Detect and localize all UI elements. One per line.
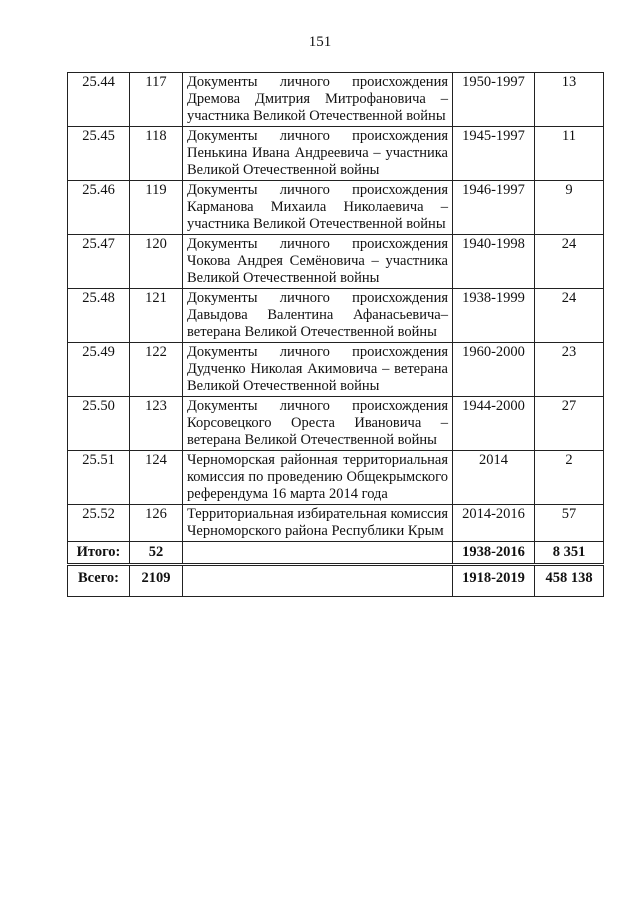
fund-name: Документы личного происхождения Пенькина Ивана Андреевича – участника Великой Отечественной войны: [183, 127, 453, 181]
table-row: [68, 505, 604, 542]
table-row: [68, 73, 604, 127]
storage-units: 9: [535, 181, 604, 235]
fund-number: 122: [130, 343, 183, 397]
grand-total-name: [183, 565, 453, 597]
fund-name: Документы личного происхождения Давыдова Валентина Афанасьевича– ветерана Великой Отечественной войны: [183, 289, 453, 343]
table-row: [68, 397, 604, 451]
row-number: 25.48: [68, 289, 130, 343]
row-number: 25.49: [68, 343, 130, 397]
row-number: 25.47: [68, 235, 130, 289]
row-number: 25.50: [68, 397, 130, 451]
row-number: 25.44: [68, 73, 130, 127]
fund-number: 117: [130, 73, 183, 127]
table-row: [68, 451, 604, 505]
date-range: 1960-2000: [453, 343, 535, 397]
date-range: 1950-1997: [453, 73, 535, 127]
storage-units: 2: [535, 451, 604, 505]
row-number: 25.45: [68, 127, 130, 181]
date-range: 2014: [453, 451, 535, 505]
table-row: [68, 343, 604, 397]
grand-total-fund-count: 2109: [130, 565, 183, 597]
records-table: [67, 72, 604, 597]
total-units: 8 351: [535, 542, 604, 565]
fund-number: 124: [130, 451, 183, 505]
row-number: 25.52: [68, 505, 130, 542]
grand-total-units: 458 138: [535, 565, 604, 597]
storage-units: 13: [535, 73, 604, 127]
fund-name: Документы личного происхождения Карманова Михаила Николаевича – участника Великой Отечественной войны: [183, 181, 453, 235]
fund-name: Документы личного происхождения Чокова Андрея Семёновича – участника Великой Отечественной войны: [183, 235, 453, 289]
page-number: 151: [308, 34, 332, 50]
fund-number: 119: [130, 181, 183, 235]
table-row: [68, 127, 604, 181]
date-range: 1945-1997: [453, 127, 535, 181]
storage-units: 11: [535, 127, 604, 181]
storage-units: 27: [535, 397, 604, 451]
total-fund-count: 52: [130, 542, 183, 565]
fund-name: Документы личного происхождения Корсовецкого Ореста Ивановича – ветерана Великой Отечественной войны: [183, 397, 453, 451]
fund-number: 121: [130, 289, 183, 343]
date-range: 2014-2016: [453, 505, 535, 542]
row-number: 25.46: [68, 181, 130, 235]
date-range: 1938-1999: [453, 289, 535, 343]
fund-name: Документы личного происхождения Дудченко Николая Акимовича – ветерана Великой Отечественной войны: [183, 343, 453, 397]
total-years: 1938-2016: [453, 542, 535, 565]
fund-number: 118: [130, 127, 183, 181]
grand-total-years: 1918-2019: [453, 565, 535, 597]
table-row: [68, 289, 604, 343]
date-range: 1944-2000: [453, 397, 535, 451]
total-label: Итого:: [68, 542, 130, 565]
table-row: [68, 181, 604, 235]
date-range: 1946-1997: [453, 181, 535, 235]
row-number: 25.51: [68, 451, 130, 505]
fund-name: Черноморская районная территориальная комиссия по проведению Общекрымского референдума 16 марта 2014 года: [183, 451, 453, 505]
table-row: [68, 235, 604, 289]
storage-units: 24: [535, 235, 604, 289]
fund-name: Документы личного происхождения Дремова Дмитрия Митрофановича – участника Великой Отечественной войны: [183, 73, 453, 127]
grand-total-row: [68, 565, 604, 597]
records-table-body: [68, 73, 604, 542]
fund-number: 123: [130, 397, 183, 451]
grand-total-label: Всего:: [68, 565, 130, 597]
total-name: [183, 542, 453, 565]
fund-number: 126: [130, 505, 183, 542]
fund-number: 120: [130, 235, 183, 289]
fund-name: Территориальная избирательная комиссия Черноморского района Республики Крым: [183, 505, 453, 542]
total-row: [68, 542, 604, 565]
storage-units: 23: [535, 343, 604, 397]
date-range: 1940-1998: [453, 235, 535, 289]
storage-units: 24: [535, 289, 604, 343]
storage-units: 57: [535, 505, 604, 542]
